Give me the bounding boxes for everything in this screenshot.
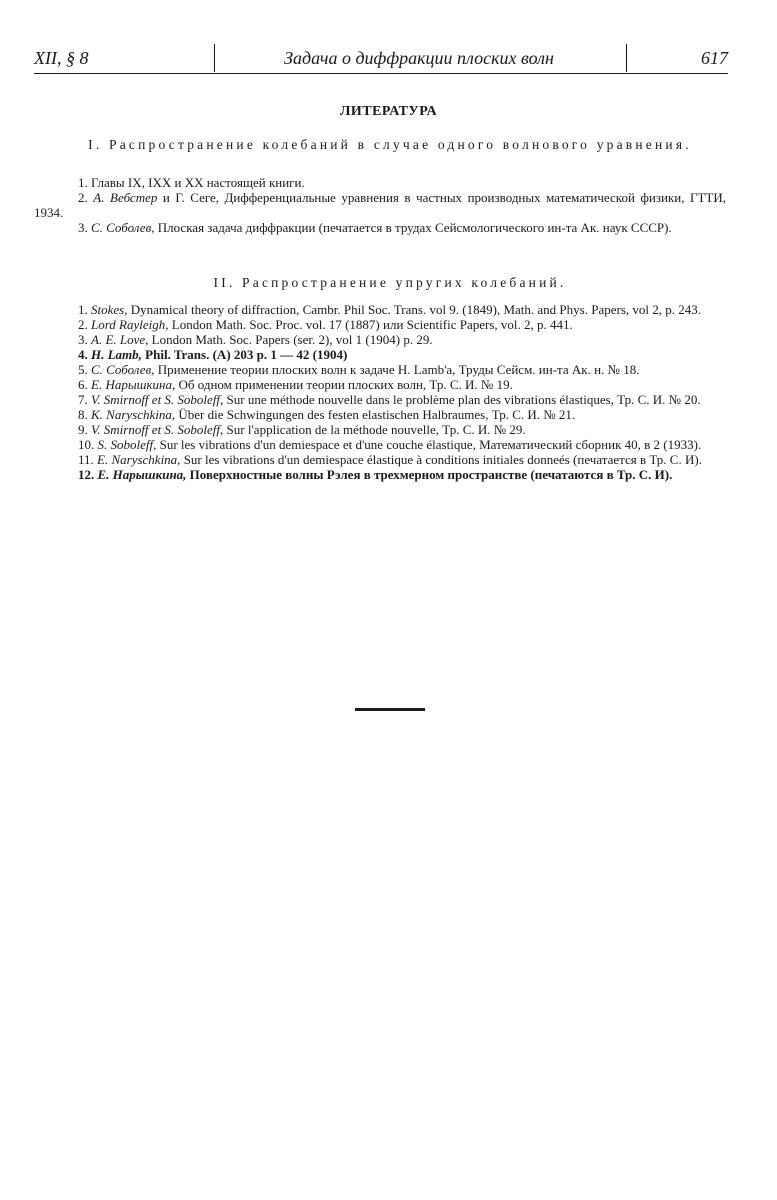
reference-item: 2. Lord Rayleigh, London Math. Soc. Proc. vol. 17 (1887) или Scientific Papers, vol. 2, p. 441. <box>78 317 573 332</box>
section2-title: II. Распространение упругих колебаний. <box>213 275 567 290</box>
reference-item: 9. V. Smirnoff et S. Soboleff, Sur l'application de la méthode nouvelle, Тр. С. И. № 29. <box>78 422 526 437</box>
reference-item: 12. Е. Нарышкина, Поверхностные волны Рэлея в трехмерном пространстве (печатаются в Тр. С. И). <box>78 467 673 482</box>
chapter-section-label: XII, § 8 <box>34 48 89 68</box>
reference-item: 3. A. E. Love, London Math. Soc. Papers (ser. 2), vol 1 (1904) p. 29. <box>78 332 433 347</box>
header-divider <box>626 44 627 72</box>
header-rule <box>34 73 728 75</box>
header-divider <box>214 44 215 72</box>
reference-item: 4. H. Lamb, Phil. Trans. (A) 203 p. 1 — 42 (1904) <box>78 347 348 362</box>
reference-item: 1. Stokes, Dynamical theory of diffraction, Cambr. Phil Soc. Trans. vol 9. (1849), Math. and Phys. Papers, vol 2, p. 243. <box>78 302 701 317</box>
running-title: Задача о диффракции плоских волн <box>284 48 554 68</box>
reference-item: 5. С. Соболев, Применение теории плоских волн к задаче H. Lamb'a, Труды Сейсм. ин-та Ак. н. № 18. <box>78 362 640 377</box>
reference-item: 1. Главы IX, IXX и XX настоящей книги. <box>78 175 305 190</box>
reference-item: 10. S. Soboleff, Sur les vibrations d'un demiespace et d'une couche élastique, Математический сборник 40, в 2 (1933). <box>78 437 702 452</box>
reference-item: 8. K. Naryschkina, Über die Schwingungen des festen elastischen Halbraumes, Тр. С. И. № 21. <box>78 407 576 422</box>
section2-references <box>34 302 726 482</box>
literature-heading: ЛИТЕРАТУРА <box>339 104 438 119</box>
section1-references <box>34 175 726 235</box>
end-rule <box>355 708 425 711</box>
reference-item: 6. Е. Нарышкина, Об одном применении теории плоских волн, Тр. С. И. № 19. <box>78 377 513 392</box>
reference-item: 11. E. Naryschkina, Sur les vibrations d'un demiespace élastique à conditions initiales donneés (печатается в Тр. С. И). <box>78 452 702 467</box>
reference-item: 7. V. Smirnoff et S. Soboleff, Sur une méthode nouvelle dans le problème plan des vibrations élastiques, Тр. С. И. № 20. <box>78 392 701 407</box>
reference-item: 2. А. Вебстер и Г. Сеге, Дифференциальные уравнения в частных производных математической физики, ГТТИ, 1934. <box>34 190 727 220</box>
page-number: 617 <box>701 48 728 68</box>
section1-title: I. Распространение колебаний в случае одного волнового уравнения. <box>88 137 692 152</box>
reference-item: 3. С. Соболев, Плоская задача диффракции (печатается в трудах Сейсмологического ин-та Ак. наук СССР). <box>78 220 672 235</box>
running-header <box>34 44 728 74</box>
